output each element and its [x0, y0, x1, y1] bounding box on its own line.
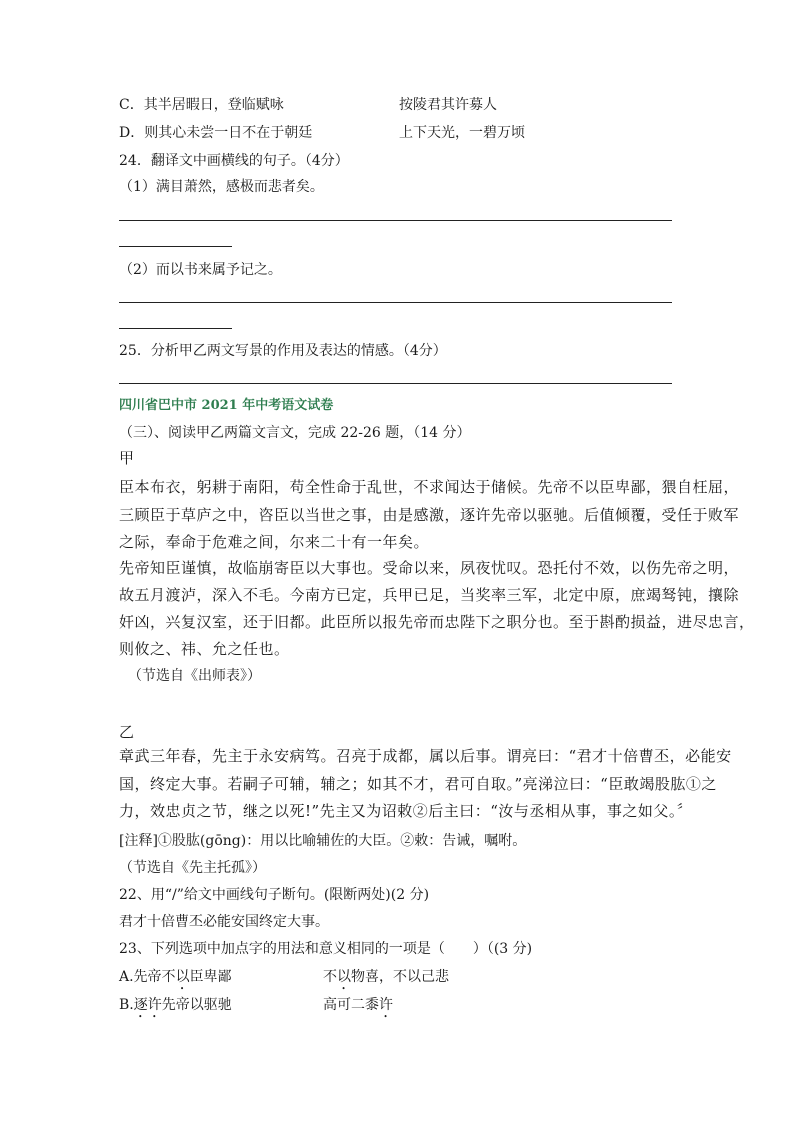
option-a-text: A.先帝不	[119, 969, 176, 985]
option-a-right-text: 不	[323, 969, 337, 985]
yi-source: （节选自《先主托孤》）	[119, 860, 266, 876]
jia-p2-line-1: 先帝知臣谨慎，故临崩寄臣以大事也。受命以来，夙夜忧叹。恐托付不效，以伤先帝之明，	[119, 559, 740, 577]
yi-line-3: 力，效忠贞之节，继之以死!”先主又为诏敕②后主曰：“汝与丞相从事，事之如父。〞	[119, 802, 693, 820]
jia-p2-line-3: 奸凶，兴复汉室，还于旧都。此臣所以报先帝而忠陛下之职分也。至于斟酌损益，进尽忠言，	[119, 613, 755, 631]
jia-p1-line-3: 之际，奉命于危难之间，尔来二十有一年矣。	[119, 533, 430, 551]
yi-note: [注释]①股肱(gōng)：用以比喻辅佐的大臣。②敕：告诫，嘱咐。	[119, 833, 527, 849]
answer-line-short[interactable]	[119, 246, 232, 247]
q25-stem: 25．分析甲乙两文写景的作用及表达的情感。（4分）	[119, 343, 447, 359]
option-a-text: 臣卑鄙	[189, 969, 232, 985]
section-heading: 四川省巴中市 2021 年中考语文试卷	[119, 398, 334, 413]
dotted-char: 以	[337, 969, 351, 985]
jia-p1-line-1: 臣本布衣，躬耕于南阳，苟全性命于乱世，不求闻达于储候。先帝不以臣卑鄙，猥自枉屈，	[119, 478, 740, 496]
answer-line-short[interactable]	[119, 328, 232, 329]
option-a-right	[323, 968, 449, 993]
option-a-left	[119, 968, 232, 993]
q23-stem: 23、下列选项中加点字的用法和意义相同的一项是（ ）（(3 分)	[119, 941, 533, 957]
jia-source: （节选自《出师表》）	[128, 668, 261, 684]
jia-p2-line-2: 故五月渡泸，深入不毛。今南方已定，兵甲已足，当奖率三军，北定中原，庶竭驽钝，攘除	[119, 586, 740, 604]
option-d-right: 上下天光，一碧万顷	[399, 125, 525, 141]
option-b-right	[323, 996, 393, 1021]
option-a-right-text: 物喜，不以己悲	[351, 969, 449, 985]
q22-stem: 22、用“/”给文中画线句子断句。(限断两处)(2 分)	[119, 887, 430, 903]
yi-label: 乙	[119, 723, 135, 741]
option-b-right-text: 高可二黍	[323, 997, 379, 1013]
q22-sentence: 君才十倍曹丕必能安国终定大事。	[119, 914, 329, 930]
dotted-char: 以	[175, 969, 190, 985]
q24-stem: 24．翻译文中画横线的句子。（4分）	[119, 153, 349, 169]
option-c-left: C．其半居暇日，登临赋咏	[119, 97, 284, 113]
jia-p1-line-2: 三顾臣于草庐之中，咨臣以当世之事，由是感激，逐许先帝以驱驰。后值倾覆，受任于败军	[119, 506, 740, 524]
dotted-char: 逐许	[133, 997, 162, 1013]
section-intro: （三）、阅读甲乙两篇文言文，完成 22-26 题，（14 分）	[119, 425, 471, 441]
option-b-left	[119, 996, 232, 1021]
answer-line[interactable]	[119, 383, 672, 384]
option-c-right: 按陵君其许募人	[399, 97, 497, 113]
q24-sentence-1: （1）满目萧然，感极而悲者矣。	[119, 179, 324, 195]
option-d-left: D．则其心未尝一日不在于朝廷	[119, 125, 313, 141]
q24-sentence-2: （2）而以书来属予记之。	[119, 262, 282, 278]
jia-p2-line-4: 则攸之、祎、允之任也。	[119, 640, 290, 658]
yi-line-1: 章武三年春，先主于永安病笃。召亮于成都，属以后事。谓亮曰：“君才十倍曹丕，必能安	[119, 747, 732, 765]
option-b-text: B.	[119, 997, 134, 1013]
jia-label: 甲	[119, 449, 135, 467]
answer-line[interactable]	[119, 302, 672, 303]
yi-line-2: 国，终定大事。若嗣子可辅，辅之；如其不才，君可自取。”亮涕泣曰：“臣敢竭股肱①之	[119, 775, 717, 793]
dotted-char: 许	[379, 997, 393, 1013]
answer-line[interactable]	[119, 220, 672, 221]
option-b-text: 先帝以驱驰	[161, 997, 232, 1013]
